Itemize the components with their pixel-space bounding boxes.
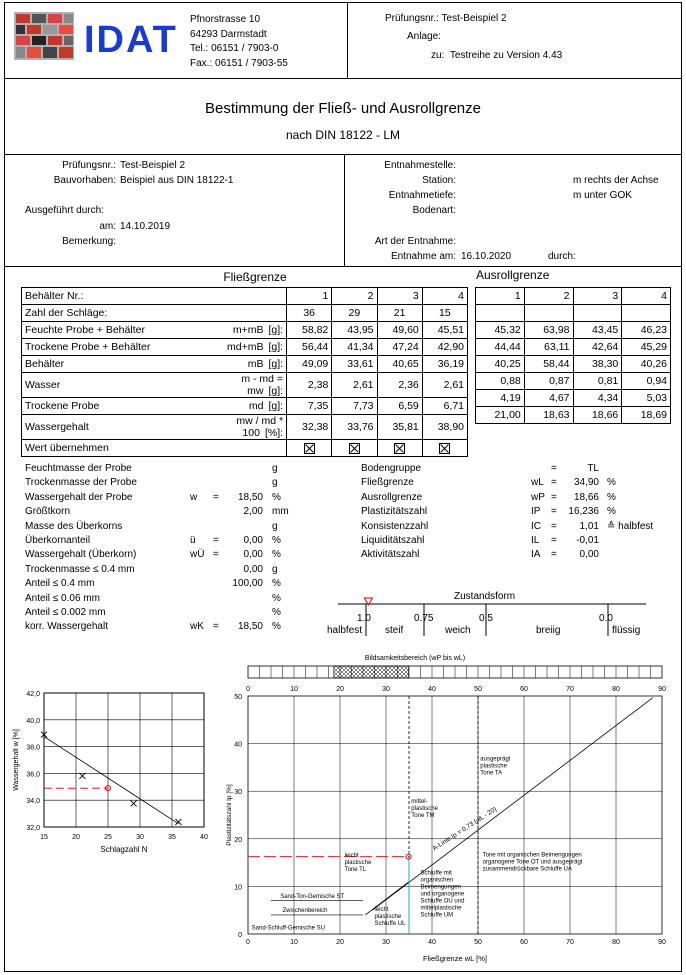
ausroll-cell: 18,63 xyxy=(524,407,573,424)
fliess-cell: 36,19 xyxy=(422,356,467,373)
chart1-ytick: 36,0 xyxy=(26,771,40,779)
info-entnahme-date: 16.10.2020 xyxy=(461,251,512,262)
chart2-xtick: 0 xyxy=(246,939,250,946)
region-label: Tone mit organischen Beimengungen organogene Tone OT und ausgeprägt zusammendrückbare Schluffe UA xyxy=(482,852,583,873)
left-result-val: 0,00 xyxy=(243,535,263,546)
ausroll-cell: 21,00 xyxy=(476,407,525,424)
checked-checkbox[interactable] xyxy=(349,443,360,454)
fliess-cell: 4 xyxy=(422,288,467,305)
ausroll-cell: 63,98 xyxy=(524,322,573,339)
chart2-ytick: 30 xyxy=(234,789,242,797)
ausroll-cell: 38,30 xyxy=(573,356,622,373)
ausroll-table xyxy=(475,287,671,424)
bar-xtick: 10 xyxy=(290,686,298,693)
bar-xtick: 50 xyxy=(474,686,482,693)
fliess-cell: 42,90 xyxy=(422,339,467,356)
ausroll-cell: 0,88 xyxy=(476,373,525,390)
a-line-label: A-Linie Ip = 0,73 (wL - 20) xyxy=(431,805,499,853)
ausroll-row xyxy=(476,356,671,373)
left-result-label: Überkornanteil xyxy=(25,535,91,546)
left-result-unit: g xyxy=(272,477,278,489)
bar-xtick: 60 xyxy=(520,686,528,693)
row-label: Behälter Nr.: xyxy=(22,288,224,305)
ausroll-cell xyxy=(573,305,622,322)
right-result-unit: % xyxy=(607,506,616,518)
bar-xtick: 40 xyxy=(428,686,436,693)
logo-text: IDAT xyxy=(84,19,178,61)
left-result-unit: % xyxy=(272,607,281,618)
right-result-label: Ausrollgrenze xyxy=(361,491,423,503)
bar-xtick: 0 xyxy=(246,686,250,693)
checked-checkbox[interactable] xyxy=(394,443,405,454)
right-result-label: Konsistenzzahl xyxy=(361,520,429,532)
region-label: Sand-Schluff-Gemische SU xyxy=(251,925,325,932)
left-result-sym: ü xyxy=(190,535,196,546)
row-label: Trockene Probe + Behälter xyxy=(22,339,224,356)
bar-xtick: 90 xyxy=(658,686,666,693)
wert-checkbox-cell[interactable] xyxy=(377,440,422,457)
right-result-sym: IP xyxy=(531,506,541,518)
left-result-unit: g xyxy=(272,520,278,532)
chart2-xtick: 80 xyxy=(612,939,620,946)
chart2-xtick: 40 xyxy=(428,939,436,946)
left-result-unit: g xyxy=(272,563,278,575)
right-result-val: 16,236 xyxy=(568,506,599,518)
ausroll-row xyxy=(476,390,671,407)
fliess-cell: 1 xyxy=(287,288,332,305)
ausroll-row xyxy=(476,373,671,390)
left-result-val: 2,00 xyxy=(243,506,263,518)
right-result-val: 18,66 xyxy=(573,491,599,503)
fliess-cell: 2,61 xyxy=(422,373,467,398)
left-result-sym: wK xyxy=(190,621,204,633)
ausroll-cell xyxy=(524,305,573,322)
checked-checkbox[interactable] xyxy=(439,443,450,454)
page-subtitle: nach DIN 18122 - LM xyxy=(285,128,401,142)
ausroll-cell: 40,26 xyxy=(622,356,671,373)
ausroll-cell: 45,29 xyxy=(622,339,671,356)
fliess-cell: 56,44 xyxy=(287,339,332,356)
header-zu: zu: Testreihe zu Version 4.43 xyxy=(431,50,563,61)
fliess-cell: 45,51 xyxy=(422,322,467,339)
ausroll-cell: 4,67 xyxy=(524,390,573,407)
right-result-unit: % xyxy=(607,491,616,503)
ausroll-cell: 1 xyxy=(476,288,525,305)
left-result-unit: % xyxy=(272,592,281,604)
flow-curve-chart xyxy=(8,685,218,857)
right-result-unit: ≙ halbfest xyxy=(607,520,654,532)
fliess-cell: 6,71 xyxy=(422,398,467,415)
right-result-eq: = xyxy=(551,477,557,489)
chart1-point xyxy=(131,800,137,806)
ausroll-row xyxy=(476,305,671,322)
left-result-label: korr. Wassergehalt xyxy=(25,621,108,633)
row-symbol xyxy=(224,288,287,305)
fliess-cell: 2 xyxy=(332,288,377,305)
right-result-val: TL xyxy=(587,463,599,474)
fliess-row xyxy=(22,415,468,440)
ausroll-cell: 18,66 xyxy=(573,407,622,424)
chart1-ylabel: Wassergehalt w [%] xyxy=(13,729,20,791)
info-pruef-value: Test-Beispiel 2 xyxy=(120,160,186,171)
left-result-val: 18,50 xyxy=(237,621,263,633)
ausroll-cell: 2 xyxy=(524,288,573,305)
chart1-ytick: 32,0 xyxy=(26,825,40,832)
right-result-label: Aktivitätszahl xyxy=(361,549,420,561)
ausroll-cell: 43,45 xyxy=(573,322,622,339)
row-label: Behälter xyxy=(22,356,224,373)
left-result-eq: = xyxy=(213,535,219,546)
left-result-label: Wassergehalt (Überkorn) xyxy=(25,549,137,561)
header-pruef: Prüfungsnr.: Test-Beispiel 2 xyxy=(385,13,507,24)
fliess-title: Fließgrenze xyxy=(223,270,287,284)
ausroll-cell: 46,23 xyxy=(622,322,671,339)
row-symbol: m+mB [g]: xyxy=(224,322,287,339)
ausroll-cell: 5,03 xyxy=(622,390,671,407)
ausroll-cell: 0,94 xyxy=(622,373,671,390)
chart2-ytick: 40 xyxy=(234,741,242,749)
ausroll-cell: 44,44 xyxy=(476,339,525,356)
company-logo xyxy=(14,12,184,62)
chart2-ytick: 20 xyxy=(234,836,242,844)
row-label: Trockene Probe xyxy=(22,398,224,415)
fliess-row xyxy=(22,339,468,356)
fliess-cell: 32,38 xyxy=(287,415,332,440)
left-result-label: Anteil ≤ 0.4 mm xyxy=(25,578,95,590)
fliess-cell: 21 xyxy=(377,305,422,322)
chart1-ytick: 34,0 xyxy=(26,798,40,806)
left-result-val: 100,00 xyxy=(232,578,263,590)
left-result-val: 0,00 xyxy=(243,563,263,575)
right-result-eq: = xyxy=(551,506,557,518)
wert-row xyxy=(22,440,468,457)
fliess-cell: 38,90 xyxy=(422,415,467,440)
fliess-row xyxy=(22,322,468,339)
region-label: Sand-Ton-Gemische ST xyxy=(280,893,345,900)
region-label: mittel-plastische Tone TM xyxy=(411,799,438,820)
chart2-xtick: 70 xyxy=(566,939,574,946)
left-result-label: Größtkorn xyxy=(25,506,71,518)
chart1-xtick: 15 xyxy=(40,834,48,841)
chart1-ytick: 40,0 xyxy=(26,717,40,725)
right-result-label: Bodengruppe xyxy=(361,463,422,474)
left-result-unit: g xyxy=(272,463,278,474)
fliess-cell: 49,09 xyxy=(287,356,332,373)
chart2-xlabel: Fließgrenze wL [%] xyxy=(423,954,487,963)
right-result-eq: = xyxy=(551,535,557,546)
fliess-cell: 3 xyxy=(377,288,422,305)
right-result-eq: = xyxy=(551,549,557,561)
ausroll-cell: 40,25 xyxy=(476,356,525,373)
ausroll-cell: 4,19 xyxy=(476,390,525,407)
chart2-ytick: 50 xyxy=(234,694,242,701)
right-result-val: 0,00 xyxy=(579,549,599,561)
ausroll-row xyxy=(476,339,671,356)
bar-xtick: 30 xyxy=(382,686,390,693)
left-result-label: Anteil ≤ 0.002 mm xyxy=(25,607,106,618)
plasticity-chart xyxy=(222,648,682,968)
row-label: Wasser xyxy=(22,373,224,398)
left-result-sym: wÜ xyxy=(190,549,205,561)
zustand-title: Zustandsform xyxy=(454,591,516,602)
bar-xtick: 70 xyxy=(566,686,574,693)
region-label: leicht plastische Tone TL xyxy=(344,852,372,873)
wert-checkbox-cell[interactable] xyxy=(332,440,377,457)
right-result-val: 1,01 xyxy=(579,520,599,532)
fliess-cell: 2,38 xyxy=(287,373,332,398)
fliess-cell: 58,82 xyxy=(287,322,332,339)
ausroll-cell: 3 xyxy=(573,288,622,305)
row-label: Feuchte Probe + Behälter xyxy=(22,322,224,339)
fliess-cell: 49,60 xyxy=(377,322,422,339)
ausroll-cell: 42,64 xyxy=(573,339,622,356)
left-result-unit: % xyxy=(272,578,281,590)
right-result-sym: wL xyxy=(531,477,544,489)
right-result-sym: IA xyxy=(531,549,541,561)
ausroll-cell: 45,32 xyxy=(476,322,525,339)
left-result-eq: = xyxy=(213,549,219,561)
left-result-eq: = xyxy=(213,491,219,503)
chart2-xtick: 50 xyxy=(474,939,482,946)
ausroll-cell xyxy=(476,305,525,322)
chart1-xlabel: Schlagzahl N xyxy=(100,845,148,854)
fliess-cell: 33,61 xyxy=(332,356,377,373)
right-result-sym: wP xyxy=(531,491,545,503)
ausroll-cell: 4 xyxy=(622,288,671,305)
left-result-val: 0,00 xyxy=(243,549,263,561)
bildsamkeit-range xyxy=(334,666,409,678)
info-date: 14.10.2019 xyxy=(120,221,171,232)
chart2-xtick: 10 xyxy=(290,939,298,946)
right-result-eq: = xyxy=(551,463,557,474)
chart1-ytick: 38,0 xyxy=(26,744,40,752)
ausroll-cell xyxy=(622,305,671,322)
fliess-row xyxy=(22,398,468,415)
region-label: ausgeprägt plastische Tone TA xyxy=(480,756,511,777)
fliess-cell: 35,81 xyxy=(377,415,422,440)
row-symbol xyxy=(224,305,287,322)
left-result-label: Anteil ≤ 0.06 mm xyxy=(25,592,100,604)
row-symbol: mB [g]: xyxy=(224,356,287,373)
fliess-row xyxy=(22,373,468,398)
fliess-cell: 47,24 xyxy=(377,339,422,356)
left-result-sym: w xyxy=(190,491,198,503)
chart2-xtick: 20 xyxy=(336,939,344,946)
ausroll-cell: 58,44 xyxy=(524,356,573,373)
left-result-label: Wassergehalt der Probe xyxy=(25,491,133,503)
right-result-label: Liquiditätszahl xyxy=(361,535,425,546)
right-result-unit: % xyxy=(607,477,616,489)
chart2-xtick: 90 xyxy=(658,939,666,946)
left-result-label: Trockenmasse der Probe xyxy=(25,477,137,489)
row-symbol: md [g]: xyxy=(224,398,287,415)
left-result-unit: % xyxy=(272,535,281,546)
wert-checkbox-cell[interactable] xyxy=(287,440,332,457)
left-result-eq: = xyxy=(213,621,219,633)
fliess-cell: 36 xyxy=(287,305,332,322)
chart1-point xyxy=(79,773,85,779)
row-symbol: m - md = mw [g]: xyxy=(224,373,287,398)
left-result-label: Trockenmasse ≤ 0.4 mm xyxy=(25,563,135,575)
ausroll-row xyxy=(476,322,671,339)
chart1-xtick: 35 xyxy=(168,834,176,841)
chart2-xtick: 60 xyxy=(520,939,528,946)
chart1-xtick: 30 xyxy=(136,834,144,841)
fliess-row xyxy=(22,305,468,322)
logo-brick-graphic xyxy=(14,12,74,60)
fliess-cell: 40,65 xyxy=(377,356,422,373)
left-result-unit: % xyxy=(272,491,281,503)
ausroll-cell: 0,87 xyxy=(524,373,573,390)
left-result-label: Masse des Überkorns xyxy=(25,520,123,532)
fliess-cell: 41,34 xyxy=(332,339,377,356)
row-symbol: mw / md * 100 [%]: xyxy=(224,415,287,440)
chart2-xtick: 30 xyxy=(382,939,390,946)
chart2-ytick: 10 xyxy=(234,884,242,892)
chart1-ytick: 42,0 xyxy=(26,691,40,698)
fliess-cell: 43,95 xyxy=(332,322,377,339)
fliess-cell: 7,35 xyxy=(287,398,332,415)
right-result-label: Plastizitätszahl xyxy=(361,506,428,518)
bar-xtick: 20 xyxy=(336,686,344,693)
right-result-label: Fließgrenze xyxy=(361,477,414,489)
fliess-table xyxy=(21,287,468,457)
left-result-val: 18,50 xyxy=(237,491,263,503)
fliess-cell: 2,61 xyxy=(332,373,377,398)
row-label: Zahl der Schläge: xyxy=(22,305,224,322)
chart1-frame xyxy=(44,693,204,827)
ausroll-cell: 18,69 xyxy=(622,407,671,424)
bar-title: Bildsamkeitsbereich (wP bis wL) xyxy=(364,655,466,662)
right-result-eq: = xyxy=(551,520,557,532)
fliess-row xyxy=(22,356,468,373)
info-bau-value: Beispiel aus DIN 18122-1 xyxy=(120,175,234,186)
left-result-unit: % xyxy=(272,549,281,561)
chart1-xtick: 20 xyxy=(72,834,80,841)
right-result-sym: IL xyxy=(531,535,540,546)
company-address: Pfnorstrasse 10 64293 Darmstadt Tel.: 06151 / 7903-0 Fax.: 06151 / 7903-55 xyxy=(190,14,288,69)
chart2-ytick: 0 xyxy=(238,932,242,939)
chart1-fit-line xyxy=(44,737,178,824)
right-result-val: 34,90 xyxy=(573,477,599,489)
chart1-xtick: 40 xyxy=(200,834,208,841)
ausroll-title: Ausrollgrenze xyxy=(476,268,550,282)
wert-label: Wert übernehmen xyxy=(22,440,287,457)
region-label: leicht plastische Schluffe UL xyxy=(374,907,406,928)
ausroll-cell: 63,11 xyxy=(524,339,573,356)
fliess-cell: 33,76 xyxy=(332,415,377,440)
fliess-row xyxy=(22,288,468,305)
bar-xtick: 80 xyxy=(612,686,620,693)
row-symbol: md+mB [g]: xyxy=(224,339,287,356)
chart1-xtick: 25 xyxy=(104,834,112,841)
wert-checkbox-cell[interactable] xyxy=(422,440,467,457)
ausroll-cell: 0,81 xyxy=(573,373,622,390)
fliess-cell: 6,59 xyxy=(377,398,422,415)
checked-checkbox[interactable] xyxy=(304,443,315,454)
ausroll-cell: 4,34 xyxy=(573,390,622,407)
header-anlage: Anlage: xyxy=(407,31,441,42)
region-label: Schluffe mit organischen Beimengungen und organogene Schluffe OU und mittelplastische Schluffe UM xyxy=(420,870,465,919)
ausroll-row xyxy=(476,288,671,305)
ausroll-row xyxy=(476,407,671,424)
chart2-ylabel: Plastizitätszahl Ip [%] xyxy=(226,784,233,846)
right-result-val: -0,01 xyxy=(576,535,599,546)
region-label: Zwischenbereich xyxy=(282,908,328,915)
right-result-eq: = xyxy=(551,491,557,503)
fliess-cell: 7,73 xyxy=(332,398,377,415)
left-result-label: Feuchtmasse der Probe xyxy=(25,463,132,474)
right-result-sym: IC xyxy=(531,520,541,532)
left-result-unit: mm xyxy=(272,506,289,518)
fliess-cell: 2,36 xyxy=(377,373,422,398)
fliess-cell: 29 xyxy=(332,305,377,322)
left-result-unit: % xyxy=(272,621,281,633)
row-label: Wassergehalt xyxy=(22,415,224,440)
page-title: Bestimmung der Fließ- und Ausrollgrenze xyxy=(205,100,481,117)
fliess-cell: 15 xyxy=(422,305,467,322)
